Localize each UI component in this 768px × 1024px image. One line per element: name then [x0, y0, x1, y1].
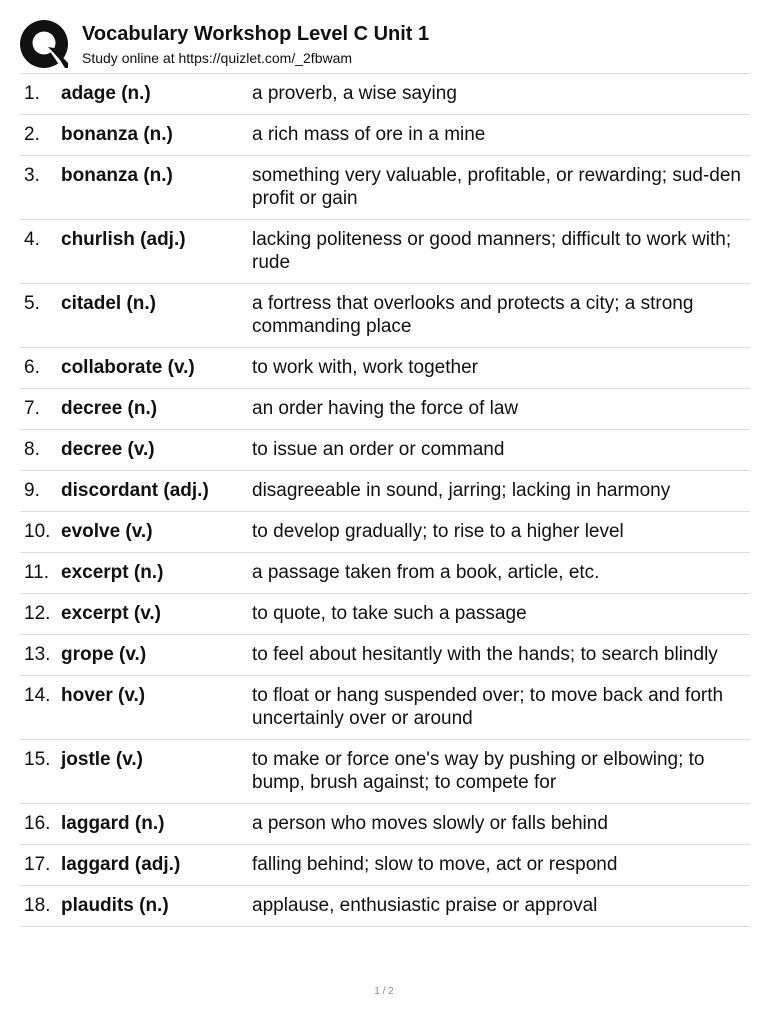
term-definition: a proverb, a wise saying — [252, 83, 457, 104]
term-number: 10. — [24, 521, 51, 542]
term-row — [20, 156, 750, 220]
term-row — [20, 845, 750, 886]
term-number: 4. — [24, 229, 40, 250]
term-word: bonanza (n.) — [61, 124, 173, 145]
term-definition: lacking politeness or good manners; difficult to work with; rude — [252, 229, 732, 273]
term-word: evolve (v.) — [61, 521, 153, 542]
term-definition: to make or force one's way by pushing or elbowing; to bump, brush against; to compete for — [252, 749, 705, 793]
term-definition: disagreeable in sound, jarring; lacking in harmony — [252, 480, 671, 501]
study-online-link-text[interactable]: Study online at https://quizlet.com/_2fbwam — [82, 50, 353, 66]
term-word: excerpt (n.) — [61, 562, 164, 583]
term-row — [20, 740, 750, 804]
term-number: 2. — [24, 124, 40, 145]
term-number: 14. — [24, 685, 51, 706]
term-word: decree (n.) — [61, 398, 158, 419]
term-definition: to float or hang suspended over; to move back and forth uncertainly over or around — [252, 685, 724, 729]
term-row — [20, 676, 750, 740]
term-definition: an order having the force of law — [252, 398, 519, 419]
term-number: 13. — [24, 644, 51, 665]
term-word: adage (n.) — [61, 83, 151, 104]
term-word: excerpt (v.) — [61, 603, 161, 624]
term-word: citadel (n.) — [61, 293, 157, 314]
term-number: 11. — [24, 562, 50, 583]
term-word: plaudits (n.) — [61, 895, 169, 916]
term-number: 18. — [24, 895, 51, 916]
term-row — [20, 886, 750, 927]
term-word: decree (v.) — [61, 439, 155, 460]
terms-list — [20, 73, 750, 927]
term-number: 6. — [24, 357, 40, 378]
term-row — [20, 220, 750, 284]
term-number: 12. — [24, 603, 51, 624]
term-definition: to work with, work together — [252, 357, 478, 378]
term-definition: applause, enthusiastic praise or approval — [252, 895, 598, 916]
term-word: jostle (v.) — [61, 749, 143, 770]
term-number: 17. — [24, 854, 51, 875]
term-definition: something very valuable, profitable, or rewarding; sud-den profit or gain — [252, 165, 741, 209]
term-definition: falling behind; slow to move, act or respond — [252, 854, 618, 875]
term-row — [20, 471, 750, 512]
term-row — [20, 74, 750, 115]
term-row — [20, 635, 750, 676]
term-word: collaborate (v.) — [61, 357, 195, 378]
term-row — [20, 512, 750, 553]
term-number: 7. — [24, 398, 40, 419]
term-row — [20, 553, 750, 594]
term-word: grope (v.) — [61, 644, 147, 665]
term-row — [20, 115, 750, 156]
term-row — [20, 389, 750, 430]
page-header — [20, 18, 750, 74]
term-definition: to issue an order or command — [252, 439, 505, 460]
term-word: laggard (adj.) — [61, 854, 181, 875]
term-word: laggard (n.) — [61, 813, 165, 834]
term-definition: a rich mass of ore in a mine — [252, 124, 486, 145]
term-definition: to develop gradually; to rise to a higher level — [252, 521, 624, 542]
term-number: 9. — [24, 480, 40, 501]
term-word: discordant (adj.) — [61, 480, 209, 501]
term-row — [20, 594, 750, 635]
term-number: 15. — [24, 749, 51, 770]
term-row — [20, 804, 750, 845]
term-number: 5. — [24, 293, 40, 314]
term-row — [20, 348, 750, 389]
term-definition: a fortress that overlooks and protects a city; a strong commanding place — [252, 293, 694, 337]
term-definition: a person who moves slowly or falls behind — [252, 813, 608, 834]
term-definition: to quote, to take such a passage — [252, 603, 527, 624]
term-word: hover (v.) — [61, 685, 146, 706]
term-word: bonanza (n.) — [61, 165, 173, 186]
page-indicator: 1 / 2 — [374, 986, 394, 997]
page-title: Vocabulary Workshop Level C Unit 1 — [82, 23, 430, 45]
term-definition: a passage taken from a book, article, etc. — [252, 562, 600, 583]
term-word: churlish (adj.) — [61, 229, 186, 250]
term-row — [20, 284, 750, 348]
term-number: 8. — [24, 439, 40, 460]
term-definition: to feel about hesitantly with the hands; to search blindly — [252, 644, 718, 665]
quizlet-q-logo-icon — [20, 20, 68, 68]
term-row — [20, 430, 750, 471]
term-number: 3. — [24, 165, 40, 186]
term-number: 1. — [24, 83, 40, 104]
term-number: 16. — [24, 813, 51, 834]
